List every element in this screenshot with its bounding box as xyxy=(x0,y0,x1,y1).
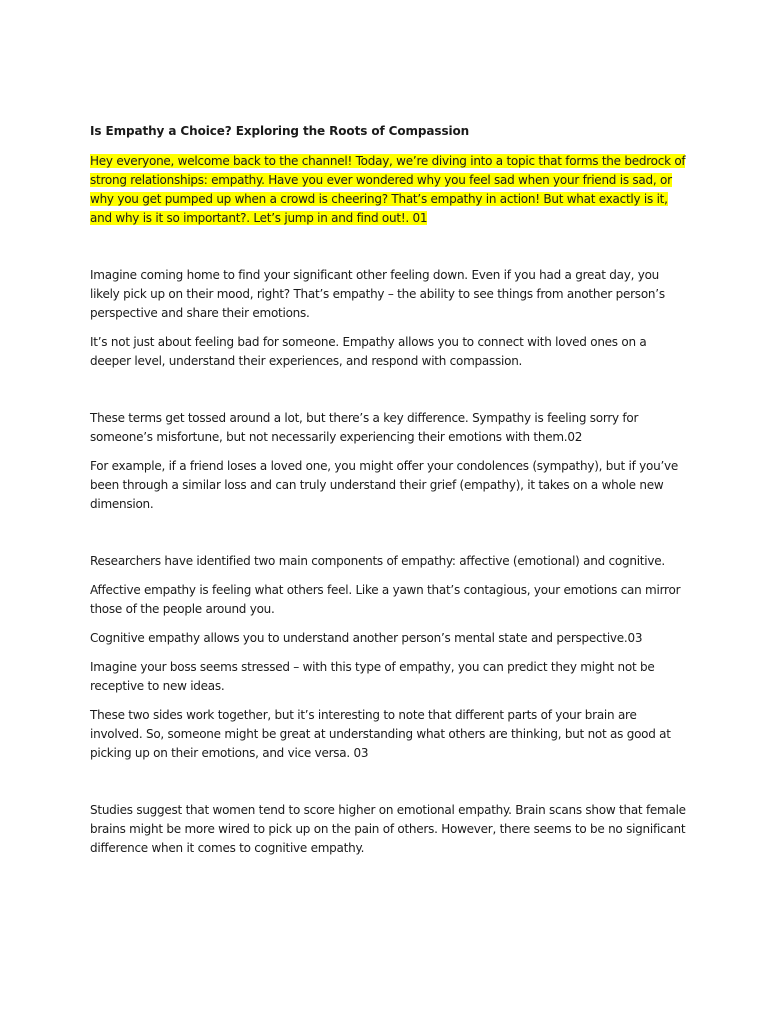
highlighted-intro-text: Hey everyone, welcome back to the channel! Today, we’re diving into a topic that forms the bedrock of strong relationships: empathy. Have you ever wondered why you feel sad when your friend is sad, or why you get pumped up when a crowd is cheering? That’s empathy in action! But what exactly is it, and why is it so important?. Let’s jump in and find out!. 01 xyxy=(90,154,686,225)
paragraph: Researchers have identified two main components of empathy: affective (emotional) and cognitive. xyxy=(90,554,665,568)
intro-paragraph xyxy=(90,152,690,228)
paragraph: These two sides work together, but it’s interesting to note that different parts of your brain are involved. So, someone might be great at understanding what others are thinking, but not as good at picking up on their emotions, and vice versa. 03 xyxy=(90,708,671,760)
paragraph: These terms get tossed around a lot, but there’s a key difference. Sympathy is feeling sorry for someone’s misfortune, but not necessarily experiencing their emotions with them.02 xyxy=(90,411,639,444)
paragraph: Imagine your boss seems stressed – with this type of empathy, you can predict they might not be receptive to new ideas. xyxy=(90,660,655,693)
document-body xyxy=(90,122,690,868)
paragraph: It’s not just about feeling bad for someone. Empathy allows you to connect with loved ones on a deeper level, understand their experiences, and respond with compassion. xyxy=(90,335,647,368)
section-spacer xyxy=(90,238,690,266)
paragraph: Cognitive empathy allows you to understand another person’s mental state and perspective.03 xyxy=(90,631,643,645)
section-spacer xyxy=(90,773,690,801)
section-spacer xyxy=(90,381,690,409)
paragraph: Affective empathy is feeling what others feel. Like a yawn that’s contagious, your emotions can mirror those of the people around you. xyxy=(90,583,681,616)
paragraph: Imagine coming home to find your significant other feeling down. Even if you had a great day, you likely pick up on their mood, right? That’s empathy – the ability to see things from another person’s perspective and share their emotions. xyxy=(90,268,665,320)
paragraph: Studies suggest that women tend to score higher on emotional empathy. Brain scans show that female brains might be more wired to pick up on the pain of others. However, there seems to be no significant difference when it comes to cognitive empathy. xyxy=(90,803,686,855)
document-title: Is Empathy a Choice? Exploring the Roots of Compassion xyxy=(90,124,470,138)
paragraph: For example, if a friend loses a loved one, you might offer your condolences (sympathy), but if you’ve been through a similar loss and can truly understand their grief (empathy), it takes on a whole new dimension. xyxy=(90,459,678,511)
section-spacer xyxy=(90,524,690,552)
